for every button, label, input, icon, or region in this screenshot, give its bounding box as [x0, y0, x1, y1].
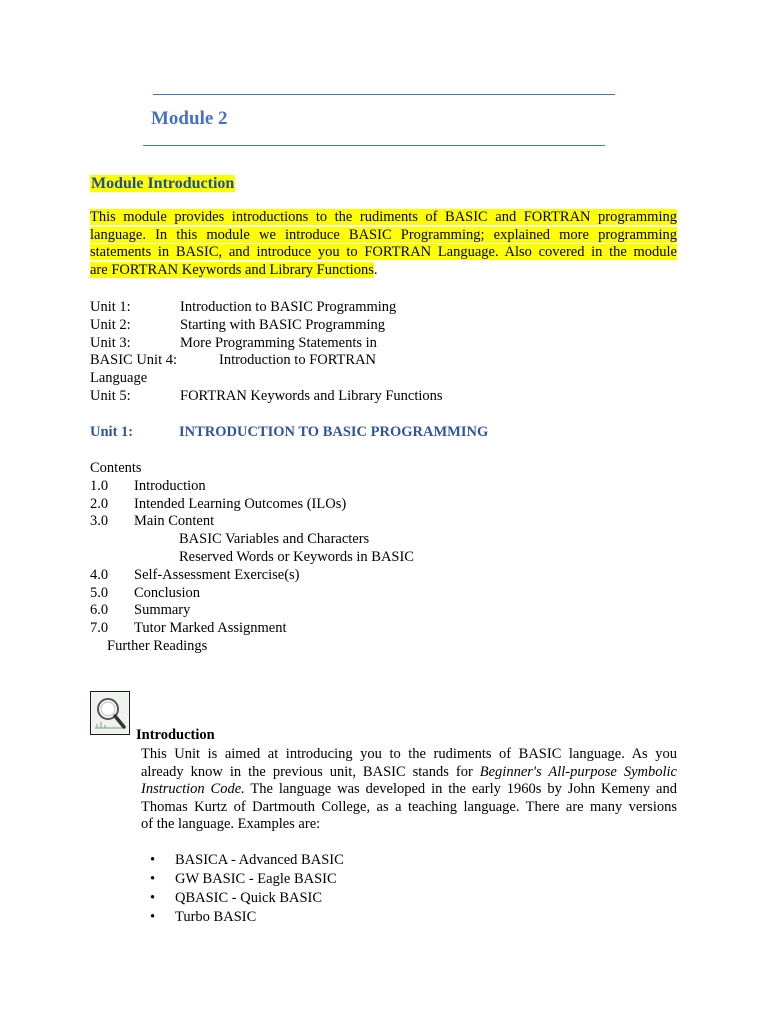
contents-num: 5.0	[90, 584, 109, 601]
contents-num: 2.0	[90, 495, 109, 512]
unit-title: Introduction to BASIC Programming	[180, 299, 397, 315]
list-item-text: BASICA - Advanced BASIC	[175, 852, 344, 868]
intro-line-4: are FORTRAN Keywords and Library Functions	[90, 261, 374, 278]
magnifier-icon-graphic	[91, 692, 129, 734]
contents-item	[90, 513, 690, 531]
contents-text: Intended Learning Outcomes (ILOs)	[134, 495, 347, 512]
module-title: Module 2	[151, 108, 228, 129]
bullet-icon: •	[150, 890, 156, 906]
contents-num: 7.0	[90, 620, 109, 637]
unit-item	[90, 352, 690, 370]
unit1-heading	[90, 424, 690, 441]
unit-title: Starting with BASIC Programming	[180, 316, 386, 333]
contents-text: Main Content	[134, 513, 215, 530]
introduction-line-4: Thomas Kurtz of Dartmouth College, as a teaching language. There are many versions	[141, 798, 677, 815]
introduction-line-3-italic: Instruction Code.	[141, 781, 245, 797]
unit-item	[90, 317, 690, 335]
contents-text: Reserved Words or Keywords in BASIC	[179, 548, 414, 565]
top-rule	[153, 94, 615, 95]
introduction-line-2	[141, 764, 677, 782]
intro-period: .	[373, 261, 378, 278]
unit-label: BASIC Unit 4:	[90, 352, 178, 369]
contents-text: Introduction	[134, 477, 206, 494]
list-item-text: GW BASIC - Eagle BASIC	[175, 871, 337, 887]
contents-item	[90, 496, 690, 514]
module-intro-paragraph	[90, 209, 677, 279]
unit-label: Unit 3:	[90, 334, 131, 351]
contents-subitem	[90, 531, 690, 549]
unit-label: Unit 5:	[90, 387, 131, 404]
module-intro-heading	[90, 175, 235, 193]
introduction-line-3-text: The language was developed in the early 1960s by John Kemeny and	[244, 781, 677, 797]
introduction-heading: Introduction	[136, 727, 215, 743]
contents-num: 6.0	[90, 602, 109, 619]
bullet-icon: •	[150, 852, 156, 868]
examples-list	[150, 852, 550, 928]
contents-title: Contents	[90, 460, 142, 476]
list-item-text: Turbo BASIC	[175, 909, 257, 925]
introduction-line-5: of the language. Examples are:	[141, 816, 321, 832]
unit1-label: Unit 1:	[90, 424, 134, 440]
contents-item	[90, 585, 690, 603]
unit-item	[90, 370, 690, 388]
contents-item	[90, 478, 690, 496]
intro-line-1: This module provides introductions to the rudiments of BASIC and FORTRAN programming	[90, 209, 677, 225]
contents-num: 3.0	[90, 513, 109, 530]
further-readings: Further Readings	[107, 637, 208, 654]
list-item-text: QBASIC - Quick BASIC	[175, 890, 323, 906]
contents-num: 1.0	[90, 477, 109, 494]
list-item	[150, 890, 550, 909]
introduction-line-3	[141, 781, 677, 799]
unit-label: Language	[90, 370, 148, 387]
bullet-icon: •	[150, 909, 156, 925]
contents-text: Conclusion	[134, 584, 201, 601]
introduction-line-2-italic: Beginner's All-purpose Symbolic	[479, 763, 677, 780]
contents-text: Summary	[134, 602, 191, 619]
bullet-icon: •	[150, 871, 156, 887]
introduction-line-2-text: already know in the previous unit, BASIC stands for	[141, 763, 480, 780]
unit-item	[90, 299, 690, 317]
contents-text: Tutor Marked Assignment	[134, 620, 287, 637]
contents-text: BASIC Variables and Characters	[179, 531, 370, 548]
magnifier-icon	[90, 691, 130, 735]
unit-title: Introduction to FORTRAN	[219, 352, 377, 369]
list-item	[150, 852, 550, 871]
list-item	[150, 871, 550, 890]
unit1-title: INTRODUCTION TO BASIC PROGRAMMING	[179, 424, 489, 440]
unit-label: Unit 2:	[90, 316, 131, 333]
unit-item	[90, 335, 690, 353]
introduction-line-1: This Unit is aimed at introducing you to the rudiments of BASIC language. As you	[141, 746, 677, 762]
intro-line-2: language. In this module we introduce BASIC Programming; explained more programming	[90, 226, 677, 243]
contents-list	[90, 460, 690, 656]
unit-title: FORTRAN Keywords and Library Functions	[180, 387, 443, 404]
unit-title: More Programming Statements in	[180, 334, 377, 351]
contents-item	[90, 602, 690, 620]
introduction-paragraph	[141, 746, 677, 834]
list-item	[150, 909, 550, 928]
intro-line-3: statements in BASIC, and introduce you to FORTRAN Language. Also covered in the module	[90, 244, 677, 260]
contents-subitem	[90, 549, 690, 567]
contents-item	[90, 620, 690, 638]
unit-item	[90, 388, 690, 406]
unit-label: Unit 1:	[90, 299, 131, 315]
bottom-rule	[143, 145, 605, 146]
contents-num: 4.0	[90, 566, 109, 583]
contents-text: Self-Assessment Exercise(s)	[134, 566, 300, 583]
unit-list	[90, 299, 690, 406]
module-intro-heading-text: Module Introduction	[91, 175, 235, 192]
contents-item	[90, 567, 690, 585]
